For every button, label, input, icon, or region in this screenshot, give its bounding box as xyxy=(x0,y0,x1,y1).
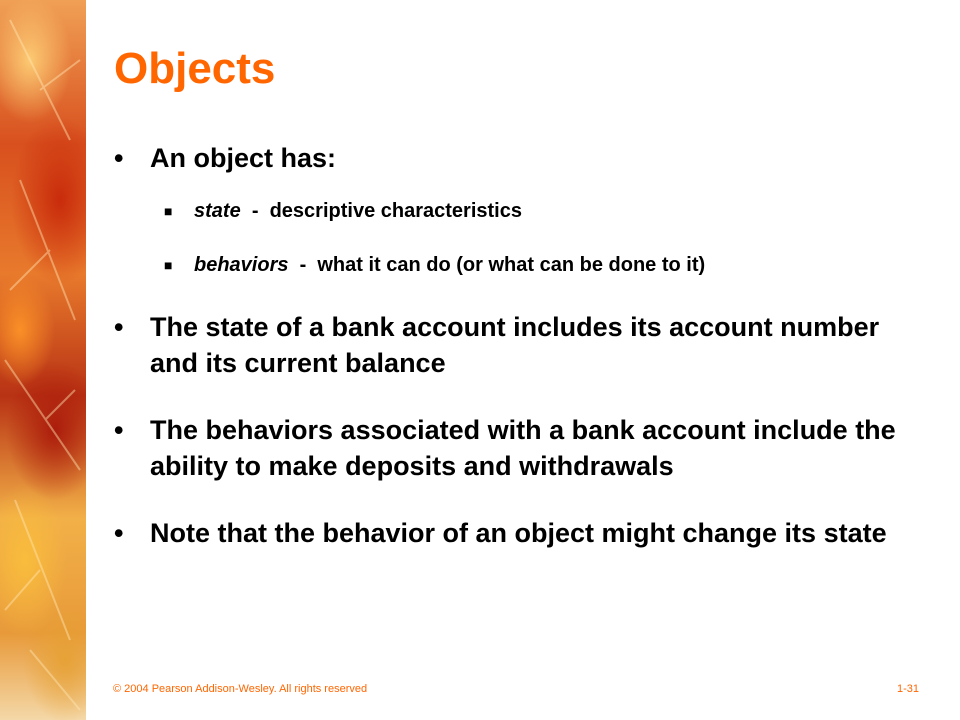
bullet-item xyxy=(112,309,912,381)
bullet-item xyxy=(112,515,912,551)
square-bullet-icon: ■ xyxy=(164,257,173,273)
bullet-text: The state of a bank account includes its account number and its current balance xyxy=(150,312,880,378)
bullet-icon: • xyxy=(114,143,124,173)
page-number: 1-31 xyxy=(896,683,919,695)
autumn-leaves-decoration xyxy=(0,0,86,720)
bullet-text: An object has: xyxy=(150,143,337,173)
term-description: what it can do (or what can be done to it) xyxy=(317,254,706,276)
sub-bullet-item xyxy=(112,197,912,225)
bullet-text: The behaviors associated with a bank account include the ability to make deposits and withdrawals xyxy=(150,415,896,481)
term-label: behaviors xyxy=(194,254,289,276)
term-description: descriptive characteristics xyxy=(269,200,522,222)
bullet-text: Note that the behavior of an object might change its state xyxy=(150,518,887,548)
bullet-icon: • xyxy=(114,518,124,548)
bullet-list xyxy=(112,140,912,551)
leaf-vein-pattern xyxy=(0,0,86,720)
slide-title: Objects xyxy=(114,44,276,93)
bullet-item xyxy=(112,140,912,176)
footer-copyright: © 2004 Pearson Addison-Wesley. All rights reserved xyxy=(113,683,368,695)
term-label: state xyxy=(194,200,241,222)
term-separator: - xyxy=(288,254,318,276)
sub-bullet-item xyxy=(112,251,912,279)
bullet-item xyxy=(112,412,912,484)
square-bullet-icon: ■ xyxy=(164,203,173,219)
bullet-icon: • xyxy=(114,312,124,342)
term-separator: - xyxy=(240,200,270,222)
bullet-icon: • xyxy=(114,415,124,445)
